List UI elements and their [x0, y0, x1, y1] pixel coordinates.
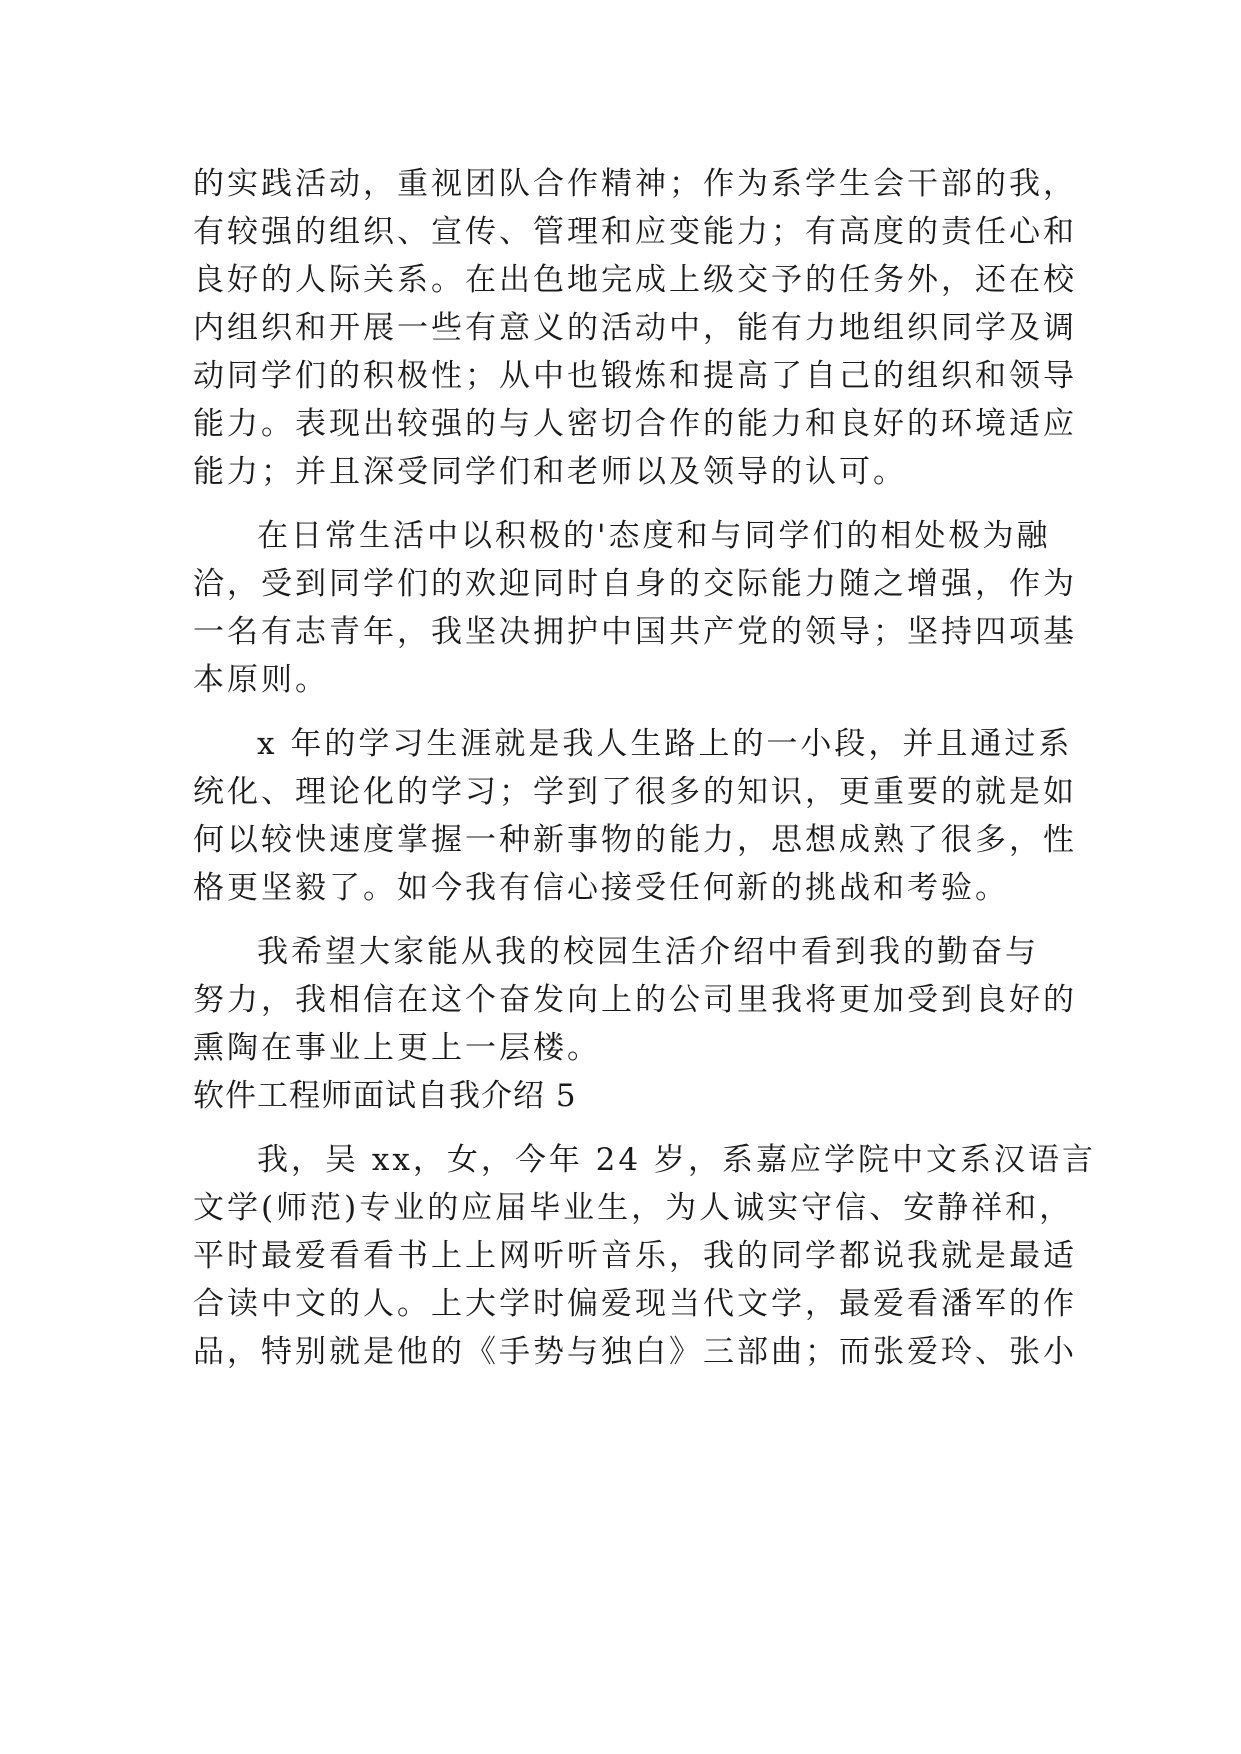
paragraph-3	[193, 720, 1077, 912]
text-line: 文学(师范)专业的应届毕业生，为人诚实守信、安静祥和，	[193, 1190, 1074, 1226]
text-line: 动同学们的积极性；从中也锻炼和提高了自己的组织和领导	[193, 358, 1077, 394]
paragraph-1	[193, 160, 1077, 496]
section-heading: 软件工程师面试自我介绍 5	[193, 1078, 577, 1114]
text-line: 在日常生活中以积极的'态度和与同学们的相处极为融	[257, 518, 1051, 554]
document-body	[193, 160, 1096, 1376]
text-line: 能力；并且深受同学们和老师以及领导的认可。	[193, 454, 907, 490]
text-line: 我希望大家能从我的校园生活介绍中看到我的勤奋与	[257, 934, 1039, 970]
text-line: 能力。表现出较强的与人密切合作的能力和良好的环境适应	[193, 406, 1077, 442]
paragraph-5	[193, 1136, 1096, 1376]
text-line: x 年的学习生涯就是我人生路上的一小段，并且通过系	[257, 726, 1073, 762]
text-line: 有较强的组织、宣传、管理和应变能力；有高度的责任心和	[193, 214, 1077, 250]
text-line: 何以较快速度掌握一种新事物的能力，思想成熟了很多，性	[193, 822, 1077, 858]
text-line: 良好的人际关系。在出色地完成上级交予的任务外，还在校	[193, 262, 1077, 298]
text-line: 熏陶在事业上更上一层楼。	[193, 1030, 601, 1066]
text-line: 本原则。	[193, 662, 329, 698]
text-line: 统化、理论化的学习；学到了很多的知识，更重要的就是如	[193, 774, 1077, 810]
text-line: 合读中文的人。上大学时偏爱现当代文学，最爱看潘军的作	[193, 1286, 1077, 1322]
text-line: 洽，受到同学们的欢迎同时自身的交际能力随之增强，作为	[193, 566, 1077, 602]
text-line: 我，吴 xx，女，今年 24 岁，系嘉应学院中文系汉语言	[257, 1142, 1096, 1178]
text-line: 格更坚毅了。如今我有信心接受任何新的挑战和考验。	[193, 870, 1009, 906]
text-line: 一名有志青年，我坚决拥护中国共产党的领导；坚持四项基	[193, 614, 1077, 650]
text-line: 努力，我相信在这个奋发向上的公司里我将更加受到良好的	[193, 982, 1077, 1018]
text-line: 平时最爱看看书上上网听听音乐，我的同学都说我就是最适	[193, 1238, 1077, 1274]
paragraph-2	[193, 512, 1077, 704]
text-line: 的实践活动，重视团队合作精神；作为系学生会干部的我，	[193, 166, 1077, 202]
text-line: 品，特别就是他的《手势与独白》三部曲；而张爱玲、张小	[193, 1334, 1077, 1370]
paragraph-4	[193, 928, 1077, 1072]
text-line: 内组织和开展一些有意义的活动中，能有力地组织同学及调	[193, 310, 1077, 346]
